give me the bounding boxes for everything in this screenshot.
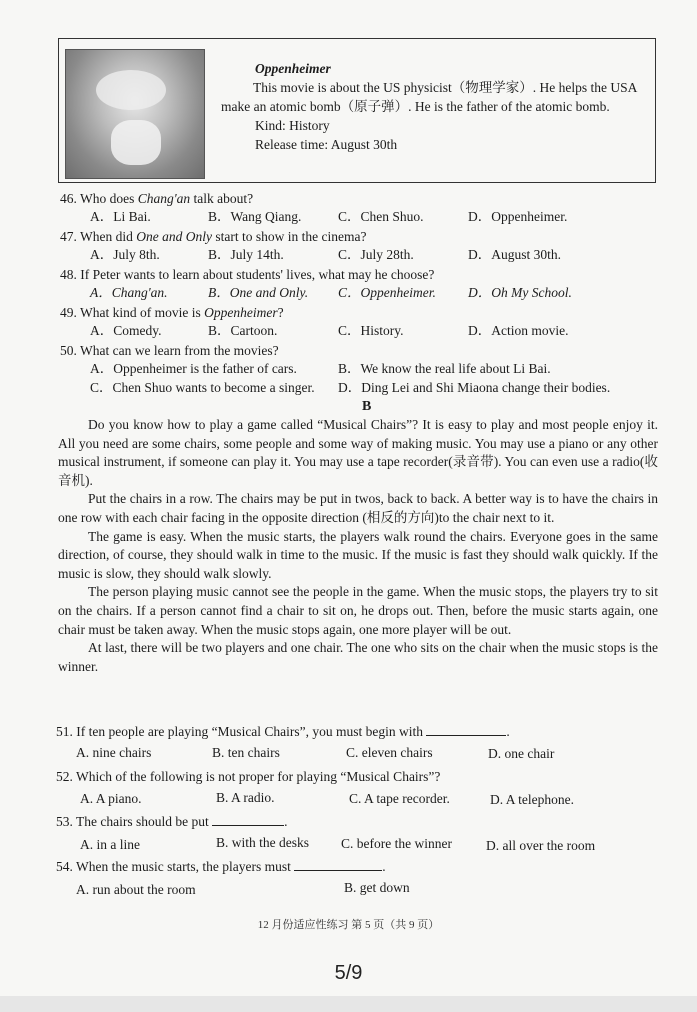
option-c[interactable]: C. A tape recorder. <box>349 791 450 806</box>
answer-blank[interactable] <box>212 813 284 826</box>
question-51: 51. If ten people are playing “Musical Chairs”, you must begin with . <box>56 724 510 739</box>
option-d[interactable]: D. all over the room <box>486 838 596 853</box>
option-b[interactable]: B. ten chairs <box>212 745 280 760</box>
option-b[interactable]: B．One and Only. <box>208 285 309 300</box>
reading-passage <box>58 416 658 676</box>
option-a[interactable]: A．Chang'an. <box>90 285 168 300</box>
option-a[interactable]: A. run about the room <box>76 882 196 897</box>
option-a[interactable]: A．Li Bai. <box>90 209 151 224</box>
viewer-bottom-bar <box>0 996 697 1012</box>
passage-paragraph: The game is easy. When the music starts, the players walk round the chairs. Everyone goes in the same direction, of course, they should walk in time to the music. If the music is fast they should walk quickly. If the music is slow, they should walk slowly. <box>58 528 658 581</box>
passage-paragraph: At last, there will be two players and one chair. The one who sits on the chair when the music stops is the winner. <box>58 640 658 674</box>
passage-paragraph: The person playing music cannot see the people in the game. When the music stops, the players try to sit on the chairs. If a person cannot find a chair to sit on, he drops out. Then, before the music starts again, one chair must be taken away. When the music stops again, one more player will be out. <box>58 584 658 637</box>
option-c[interactable]: C．History. <box>338 323 404 338</box>
poster-cloud <box>111 120 161 165</box>
option-a[interactable]: A．July 8th. <box>90 247 160 262</box>
option-d[interactable]: D．August 30th. <box>468 247 562 262</box>
option-b[interactable]: B．July 14th. <box>208 247 284 262</box>
movie-description: This movie is about the US physicist（物理学家）. He helps the USA make an atomic bomb（原子弹）. He is the father of the atomic bomb. <box>221 80 637 114</box>
option-b[interactable]: B. A radio. <box>216 790 275 805</box>
page-indicator: 5/9 <box>334 962 363 984</box>
section-b-heading: B <box>362 399 372 414</box>
question-52: 52. Which of the following is not proper for playing “Musical Chairs”? <box>56 769 441 784</box>
option-a[interactable]: A. A piano. <box>80 791 142 806</box>
question-50: 50. What can we learn from the movies? <box>60 343 279 358</box>
answer-blank[interactable] <box>294 858 382 871</box>
option-d[interactable]: D. A telephone. <box>490 792 574 807</box>
question-47: 47. When did One and Only start to show in the cinema? <box>60 229 367 244</box>
option-c[interactable]: C．Chen Shuo wants to become a singer. <box>90 380 315 395</box>
question-48: 48. If Peter wants to learn about students' lives, what may he choose? <box>60 267 435 282</box>
option-d[interactable]: D．Oh My School. <box>468 285 572 300</box>
page-footer: 12 月份适应性练习 第 5 页（共 9 页） <box>257 919 440 931</box>
question-53: 53. The chairs should be put . <box>56 814 288 829</box>
option-a[interactable]: A. nine chairs <box>76 745 152 760</box>
movie-text <box>223 59 653 154</box>
option-a[interactable]: A. in a line <box>80 837 140 852</box>
option-d[interactable]: D．Oppenheimer. <box>468 209 568 224</box>
question-46: 46. Who does Chang'an talk about? <box>60 191 254 206</box>
option-a[interactable]: A．Oppenheimer is the father of cars. <box>90 361 297 376</box>
option-b[interactable]: B. with the desks <box>216 835 309 850</box>
option-b[interactable]: B．Wang Qiang. <box>208 209 302 224</box>
option-b[interactable]: B．We know the real life about Li Bai. <box>338 361 551 376</box>
movie-poster-image <box>65 49 205 179</box>
option-d[interactable]: D．Action movie. <box>468 323 569 338</box>
option-c[interactable]: C. eleven chairs <box>346 745 433 760</box>
movie-release: Release time: August 30th <box>255 137 398 152</box>
question-54: 54. When the music starts, the players must . <box>56 859 386 874</box>
question-49: 49. What kind of movie is Oppenheimer? <box>60 305 284 320</box>
option-c[interactable]: C．July 28th. <box>338 247 414 262</box>
option-a[interactable]: A．Comedy. <box>90 323 162 338</box>
movie-info-box <box>58 38 656 183</box>
option-c[interactable]: C．Chen Shuo. <box>338 209 424 224</box>
option-c[interactable]: C. before the winner <box>341 836 452 851</box>
option-d[interactable]: D．Ding Lei and Shi Miaona change their bodies. <box>338 380 611 395</box>
option-c[interactable]: C．Oppenheimer. <box>338 285 436 300</box>
movie-kind: Kind: History <box>255 118 330 133</box>
movie-title: Oppenheimer <box>255 61 331 76</box>
answer-blank[interactable] <box>426 723 506 736</box>
passage-paragraph: Put the chairs in a row. The chairs may be put in twos, back to back. A better way is to have the chairs in one row with each chair facing in the opposite direction (相反的方向)to the chair next to it. <box>58 491 658 525</box>
option-b[interactable]: B．Cartoon. <box>208 323 278 338</box>
option-b[interactable]: B. get down <box>344 880 410 895</box>
poster-cloud <box>96 70 166 110</box>
option-d[interactable]: D. one chair <box>488 746 555 761</box>
passage-paragraph: Do you know how to play a game called “Musical Chairs”? It is easy to play and most people enjoy it. All you need are some chairs, some people and some way of making music. You may use a piano or any other musical instrument, if someone can play it. You may use a tape recorder(录音带). You can even use a radio(收音机). <box>58 417 658 488</box>
